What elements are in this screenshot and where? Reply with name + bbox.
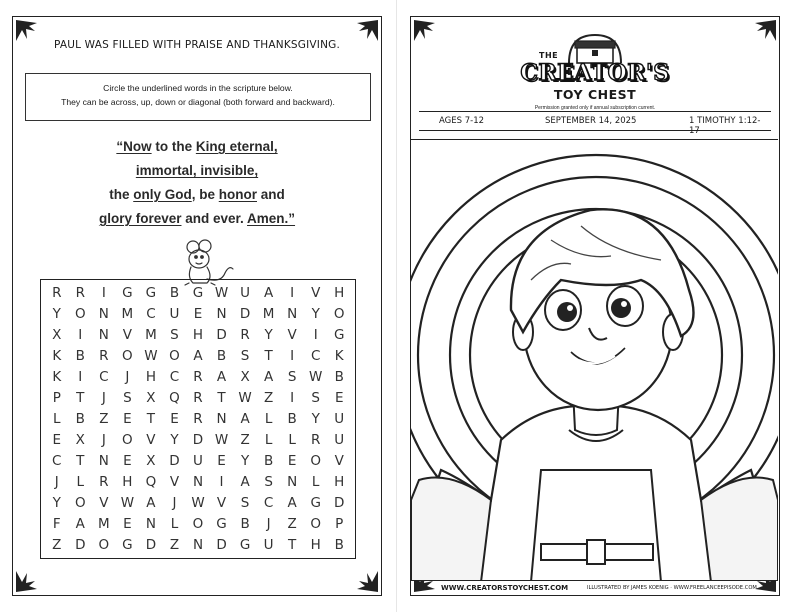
letter-cell[interactable]: O: [74, 495, 86, 512]
letter-cell[interactable]: Y: [52, 305, 61, 322]
letter-cell[interactable]: W: [191, 495, 205, 512]
letter-cell[interactable]: I: [290, 284, 295, 301]
letter-cell[interactable]: C: [310, 347, 321, 364]
page-footer: [419, 583, 771, 595]
letter-cell[interactable]: G: [310, 495, 321, 512]
letter-cell[interactable]: V: [216, 495, 227, 512]
target-word: King eternal,: [195, 139, 278, 154]
letter-cell[interactable]: A: [193, 347, 203, 364]
letter-cell[interactable]: Y: [240, 453, 250, 470]
letter-cell[interactable]: A: [287, 495, 297, 512]
letter-cell[interactable]: V: [334, 453, 344, 470]
letter-cell[interactable]: X: [75, 432, 85, 449]
letter-cell[interactable]: E: [193, 305, 203, 322]
letter-cell[interactable]: E: [170, 410, 179, 427]
letter-cell[interactable]: Z: [287, 516, 297, 533]
age-range: AGES 7-12: [439, 116, 485, 126]
letter-cell[interactable]: B: [240, 516, 250, 533]
letter-cell[interactable]: L: [264, 410, 273, 427]
letter-cell[interactable]: O: [192, 516, 204, 533]
letter-cell[interactable]: W: [214, 284, 229, 301]
letter-cell[interactable]: N: [192, 474, 204, 491]
letter-cell[interactable]: L: [170, 516, 179, 533]
letter-cell[interactable]: E: [123, 453, 132, 470]
letter-cell[interactable]: E: [217, 453, 226, 470]
letter-cell[interactable]: U: [240, 284, 251, 301]
letter-cell[interactable]: O: [74, 305, 86, 322]
letter-cell[interactable]: H: [122, 474, 133, 491]
letter-cell[interactable]: K: [334, 347, 344, 364]
letter-cell[interactable]: A: [146, 495, 156, 512]
letter-cell[interactable]: N: [216, 410, 227, 427]
letter-cell[interactable]: C: [99, 368, 109, 385]
logo-title: CREATOR'S: [520, 60, 670, 86]
letter-cell[interactable]: Z: [99, 410, 109, 427]
scripture-verse: [13, 135, 381, 231]
letter-cell[interactable]: I: [290, 347, 295, 364]
letter-cell[interactable]: R: [99, 347, 109, 364]
letter-cell[interactable]: P: [52, 389, 61, 406]
letter-cell[interactable]: C: [263, 495, 274, 512]
letter-cell[interactable]: W: [120, 495, 135, 512]
instructions-box: [25, 73, 371, 121]
letter-cell[interactable]: J: [101, 389, 106, 406]
letter-cell[interactable]: O: [310, 516, 321, 533]
verse-text: the: [109, 187, 134, 202]
letter-cell[interactable]: B: [263, 453, 274, 470]
letter-cell[interactable]: Y: [52, 495, 61, 512]
letter-cell[interactable]: Z: [263, 389, 274, 406]
letter-cell[interactable]: B: [216, 347, 227, 364]
letter-cell[interactable]: F: [52, 516, 61, 533]
letter-cell[interactable]: V: [99, 495, 109, 512]
letter-cell[interactable]: M: [121, 305, 134, 322]
letter-cell[interactable]: O: [122, 432, 133, 449]
verse-line-1: [13, 135, 381, 159]
letter-cell[interactable]: X: [240, 368, 250, 385]
letter-cell[interactable]: H: [310, 537, 321, 554]
letter-cell[interactable]: C: [52, 453, 62, 470]
letter-cell[interactable]: H: [334, 474, 345, 491]
letter-cell[interactable]: Y: [311, 410, 320, 427]
letter-cell[interactable]: L: [288, 432, 296, 449]
letter-cell[interactable]: X: [52, 326, 62, 343]
target-word: Amen.”: [247, 211, 296, 226]
letter-cell[interactable]: R: [75, 284, 85, 301]
letter-cell[interactable]: U: [334, 410, 345, 427]
letter-cell[interactable]: C: [169, 368, 180, 385]
letter-cell[interactable]: E: [334, 389, 344, 406]
verse-text: and: [257, 187, 285, 202]
letter-cell[interactable]: J: [101, 432, 106, 449]
verse-line-2: [13, 159, 381, 183]
letter-cell[interactable]: O: [333, 305, 345, 322]
letter-cell[interactable]: I: [101, 284, 106, 301]
letter-cell[interactable]: A: [216, 368, 227, 385]
letter-cell[interactable]: G: [333, 326, 345, 343]
letter-cell[interactable]: S: [123, 389, 132, 406]
letter-cell[interactable]: G: [239, 537, 251, 554]
letter-cell[interactable]: I: [219, 474, 224, 491]
letter-cell[interactable]: W: [238, 389, 252, 406]
letter-cell[interactable]: W: [144, 347, 158, 364]
letter-cell[interactable]: L: [311, 474, 320, 491]
letter-cell[interactable]: A: [240, 474, 250, 491]
word-search-page: [12, 16, 382, 596]
letter-cell[interactable]: O: [98, 537, 110, 554]
letter-cell[interactable]: D: [239, 305, 251, 322]
letter-cell[interactable]: R: [52, 284, 62, 301]
letter-cell[interactable]: A: [240, 410, 250, 427]
lesson-date: SEPTEMBER 14, 2025: [545, 116, 637, 126]
letter-cell[interactable]: S: [240, 495, 250, 512]
letter-cell[interactable]: V: [169, 474, 180, 491]
letter-cell[interactable]: Y: [311, 305, 320, 322]
letter-cell[interactable]: R: [193, 368, 203, 385]
letter-cell[interactable]: R: [310, 432, 321, 449]
letter-cell[interactable]: B: [169, 284, 180, 301]
letter-cell[interactable]: J: [266, 516, 271, 533]
letter-cell[interactable]: I: [78, 326, 83, 343]
letter-cell[interactable]: M: [145, 326, 157, 343]
letter-cell[interactable]: B: [287, 410, 297, 427]
letter-cell[interactable]: W: [214, 432, 229, 449]
letter-cell[interactable]: V: [146, 432, 156, 449]
letter-cell[interactable]: S: [287, 368, 297, 385]
letter-cell[interactable]: G: [122, 537, 133, 554]
letter-cell[interactable]: L: [53, 410, 61, 427]
instructions-line: Circle the underlined words in the scripture below.: [103, 83, 293, 93]
letter-cell[interactable]: Z: [52, 537, 62, 554]
letter-cell[interactable]: D: [75, 537, 86, 554]
letter-cell[interactable]: U: [193, 453, 203, 470]
logo-subtitle: TOY CHEST: [553, 87, 637, 102]
letter-cell[interactable]: M: [262, 305, 275, 322]
letter-cell[interactable]: O: [310, 453, 321, 470]
target-word: glory forever: [98, 211, 182, 226]
instructions-line: They can be across, up, down or diagonal (both forward and backward).: [61, 97, 335, 107]
lesson-info-bar: [419, 111, 771, 136]
letter-cell[interactable]: T: [264, 347, 273, 364]
letter-cell[interactable]: G: [216, 516, 227, 533]
letter-cell[interactable]: U: [334, 432, 345, 449]
target-word: “Now: [116, 139, 152, 154]
letter-cell[interactable]: U: [263, 537, 274, 554]
letter-cell[interactable]: O: [122, 347, 133, 364]
letter-cell[interactable]: Q: [169, 389, 180, 406]
letter-cell[interactable]: V: [122, 326, 132, 343]
letter-cell[interactable]: Z: [240, 432, 250, 449]
letter-cell[interactable]: I: [78, 368, 83, 385]
logo-the: THE: [539, 51, 559, 60]
letter-cell[interactable]: O: [169, 347, 180, 364]
creators-toy-chest-logo: [411, 25, 779, 111]
letter-cell[interactable]: G: [192, 284, 204, 301]
letter-cell[interactable]: G: [145, 284, 157, 301]
letter-cell[interactable]: W: [309, 368, 323, 385]
letter-cell[interactable]: L: [76, 474, 85, 491]
letter-cell[interactable]: M: [98, 516, 110, 533]
coloring-page: [410, 16, 780, 596]
letter-cell[interactable]: N: [98, 305, 109, 322]
letter-cell[interactable]: Y: [170, 432, 179, 449]
verse-text: and ever.: [181, 211, 248, 226]
letter-cell[interactable]: J: [125, 368, 130, 385]
letter-cell[interactable]: X: [146, 453, 156, 470]
page-fold: [396, 0, 397, 612]
letter-cell[interactable]: A: [75, 516, 85, 533]
letter-cell[interactable]: S: [240, 347, 250, 364]
letter-cell[interactable]: K: [52, 368, 62, 385]
letter-cell[interactable]: B: [334, 537, 344, 554]
letter-cell[interactable]: E: [123, 516, 132, 533]
letter-cell[interactable]: H: [192, 326, 204, 343]
letter-cell[interactable]: V: [311, 284, 321, 301]
letter-cell[interactable]: N: [98, 326, 109, 343]
letter-cell[interactable]: R: [240, 326, 250, 343]
letter-cell[interactable]: N: [145, 516, 156, 533]
leaf-corner-icon: [15, 569, 39, 593]
letter-cell[interactable]: T: [288, 537, 297, 554]
letter-cell[interactable]: R: [99, 474, 109, 491]
boy-figure: [411, 209, 778, 581]
letter-cell[interactable]: D: [334, 495, 345, 512]
letter-cell[interactable]: Y: [264, 326, 273, 343]
leaf-corner-icon: [355, 569, 379, 593]
letter-cell[interactable]: B: [75, 410, 85, 427]
letter-cell[interactable]: I: [290, 389, 295, 406]
permission-note: Permission granted only if annual subscription current.: [534, 105, 656, 111]
letter-cell[interactable]: B: [334, 368, 344, 385]
page-heading: PAUL WAS FILLED WITH PRAISE AND THANKSGIVING.: [53, 39, 341, 51]
letter-cell[interactable]: N: [192, 537, 204, 554]
letter-cell[interactable]: D: [216, 326, 227, 343]
letter-cell[interactable]: E: [287, 453, 297, 470]
letter-cell[interactable]: E: [52, 432, 62, 449]
verse-text: , be: [191, 187, 219, 202]
website-link[interactable]: WWW.CREATORSTOYCHEST.COM: [441, 584, 569, 592]
letter-cell[interactable]: N: [287, 305, 298, 322]
letter-cell[interactable]: X: [146, 389, 156, 406]
letter-cell[interactable]: S: [170, 326, 179, 343]
coloring-illustration: [411, 139, 778, 581]
target-word: honor: [218, 187, 257, 202]
letter-cell[interactable]: C: [146, 305, 156, 322]
letter-cell[interactable]: D: [145, 537, 157, 554]
target-word: only God: [133, 187, 192, 202]
letter-cell[interactable]: H: [334, 284, 345, 301]
letter-cell[interactable]: N: [216, 305, 227, 322]
verse-line-4: [13, 207, 381, 231]
letter-cell[interactable]: J: [172, 495, 177, 512]
illustrator-credit: ILLUSTRATED BY JAMES KOENIG · WWW.FREELANCEEPISODE.COM: [587, 585, 757, 591]
letter-cell[interactable]: U: [169, 305, 180, 322]
letter-cell[interactable]: G: [122, 284, 133, 301]
letter-cell[interactable]: J: [54, 474, 59, 491]
letter-cell[interactable]: S: [311, 389, 320, 406]
letter-cell[interactable]: A: [263, 284, 274, 301]
letter-cell[interactable]: Z: [169, 537, 180, 554]
letter-cell[interactable]: T: [76, 389, 85, 406]
verse-line-3: [13, 183, 381, 207]
letter-cell[interactable]: R: [193, 410, 203, 427]
verse-text: to the: [151, 139, 196, 154]
letter-cell[interactable]: P: [335, 516, 344, 533]
letter-cell[interactable]: R: [193, 389, 203, 406]
letter-cell[interactable]: D: [216, 537, 227, 554]
letter-cell[interactable]: B: [75, 347, 85, 364]
letter-cell[interactable]: Q: [145, 474, 157, 491]
target-word: immortal, invisible,: [135, 163, 259, 178]
letter-cell[interactable]: N: [98, 453, 109, 470]
letter-cell[interactable]: H: [145, 368, 156, 385]
word-search-grid: [40, 279, 356, 559]
letter-cell[interactable]: D: [192, 432, 204, 449]
letter-cell[interactable]: S: [264, 474, 273, 491]
letter-cell[interactable]: E: [123, 410, 132, 427]
letter-cell[interactable]: D: [169, 453, 180, 470]
letter-cell[interactable]: L: [264, 432, 273, 449]
letter-cell[interactable]: K: [52, 347, 62, 364]
letter-cell[interactable]: N: [287, 474, 298, 491]
letter-cell[interactable]: V: [287, 326, 297, 343]
letter-cell[interactable]: T: [146, 410, 156, 427]
letter-cell[interactable]: T: [76, 453, 85, 470]
letter-cell[interactable]: I: [313, 326, 318, 343]
letter-cell[interactable]: T: [217, 389, 226, 406]
letter-cell[interactable]: A: [263, 368, 274, 385]
scripture-reference: 1 TIMOTHY 1:12-17: [689, 116, 761, 136]
